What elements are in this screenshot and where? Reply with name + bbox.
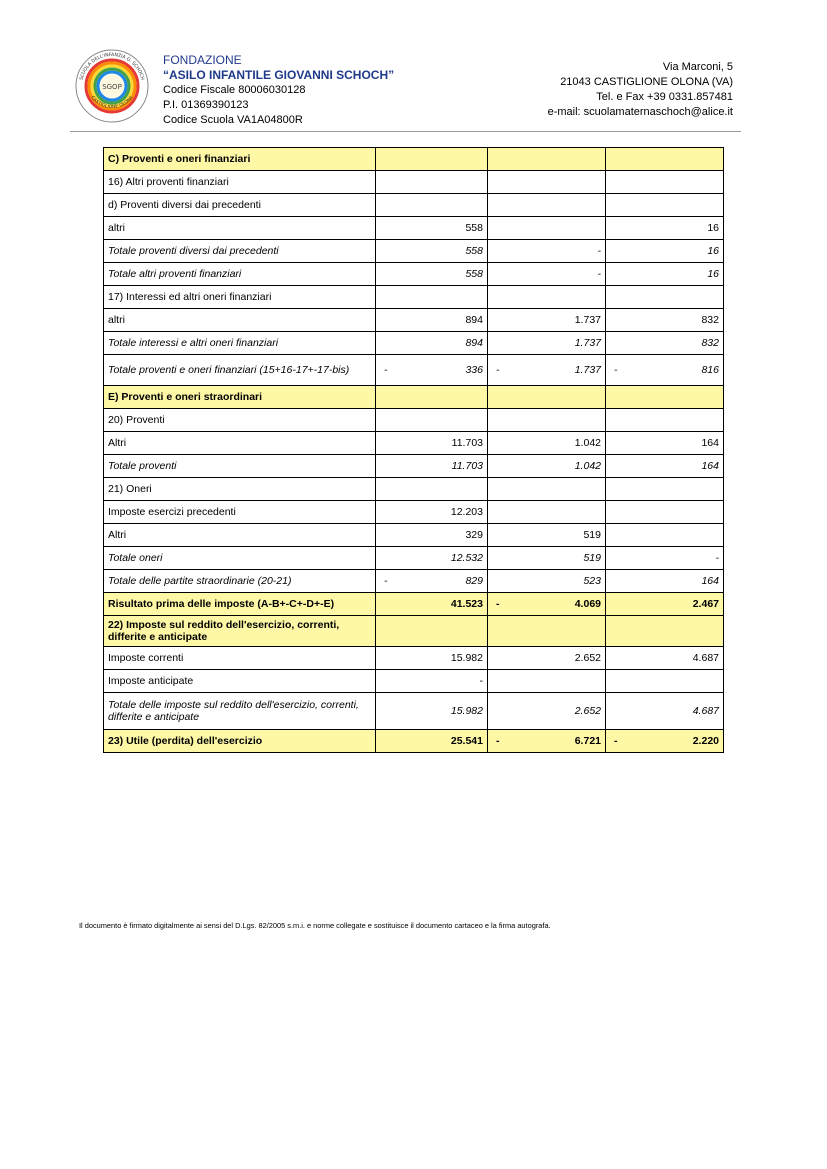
value-cell-col2 xyxy=(488,670,606,693)
value-cell-col3 xyxy=(606,309,724,332)
cell-value: - xyxy=(479,675,483,687)
cell-value: 829 xyxy=(465,575,483,587)
row-label: Totale proventi xyxy=(104,455,376,478)
address-block xyxy=(548,60,733,120)
cell-value: 523 xyxy=(583,575,601,587)
cell-value: 1.737 xyxy=(574,364,601,376)
negative-sign: - xyxy=(614,364,618,376)
school-logo xyxy=(74,48,150,124)
cell-value: - xyxy=(597,245,601,257)
cell-value: 11.703 xyxy=(451,437,483,449)
row-label: Totale proventi e oneri finanziari (15+16-17+-17-bis) xyxy=(104,355,376,386)
row-label: 20) Proventi xyxy=(104,409,376,432)
table-row xyxy=(104,355,724,386)
email-address: e-mail: scuolamaternaschoch@alice.it xyxy=(547,106,733,118)
value-cell-col3 xyxy=(606,240,724,263)
value-cell-col3 xyxy=(606,547,724,570)
value-cell-col2 xyxy=(488,593,606,616)
cell-value: 519 xyxy=(583,529,601,541)
value-cell-col1 xyxy=(376,570,488,593)
cell-value: 1.042 xyxy=(574,460,601,472)
rainbow-seal-icon xyxy=(74,48,150,124)
cell-value: 832 xyxy=(701,337,719,349)
cell-value: 15.982 xyxy=(450,705,483,717)
table-row xyxy=(104,593,724,616)
value-cell-col2 xyxy=(488,194,606,217)
cell-value: 2.652 xyxy=(574,652,601,664)
value-cell-col3 xyxy=(606,386,724,409)
row-label: Risultato prima delle imposte (A-B+-C+-D+-E) xyxy=(104,593,376,616)
org-type: FONDAZIONE xyxy=(163,53,242,67)
value-cell-col3 xyxy=(606,593,724,616)
value-cell-col2 xyxy=(488,355,606,386)
value-cell-col2 xyxy=(488,217,606,240)
table-row xyxy=(104,730,724,753)
negative-sign: - xyxy=(614,735,618,747)
table-row xyxy=(104,647,724,670)
value-cell-col2 xyxy=(488,570,606,593)
table-row xyxy=(104,570,724,593)
table-row xyxy=(104,148,724,171)
table-row xyxy=(104,263,724,286)
value-cell-col2 xyxy=(488,730,606,753)
codice-fiscale: Codice Fiscale 80006030128 xyxy=(163,84,306,96)
row-label: altri xyxy=(104,217,376,240)
header-divider xyxy=(70,131,741,132)
value-cell-col2 xyxy=(488,286,606,309)
negative-sign: - xyxy=(384,575,388,587)
negative-sign: - xyxy=(496,735,500,747)
organization-block xyxy=(163,53,394,128)
table-body xyxy=(104,148,724,753)
cell-value: 558 xyxy=(465,245,483,257)
row-label: Totale interessi e altri oneri finanziari xyxy=(104,332,376,355)
value-cell-col1 xyxy=(376,194,488,217)
row-label: 21) Oneri xyxy=(104,478,376,501)
cell-value: 4.687 xyxy=(692,652,719,664)
value-cell-col3 xyxy=(606,263,724,286)
row-label: Totale altri proventi finanziari xyxy=(104,263,376,286)
table-row xyxy=(104,171,724,194)
cell-value: 2.652 xyxy=(574,705,601,717)
value-cell-col1 xyxy=(376,263,488,286)
table-row xyxy=(104,478,724,501)
table-row xyxy=(104,309,724,332)
cell-value: 6.721 xyxy=(574,735,601,747)
cell-value: 832 xyxy=(701,314,719,326)
table-row xyxy=(104,616,724,647)
table-row xyxy=(104,524,724,547)
row-label: 22) Imposte sul reddito dell'esercizio, correnti, differite e anticipate xyxy=(104,616,376,647)
value-cell-col2 xyxy=(488,524,606,547)
value-cell-col2 xyxy=(488,309,606,332)
phone-fax: Tel. e Fax +39 0331.857481 xyxy=(596,91,733,103)
row-label: Totale oneri xyxy=(104,547,376,570)
row-label: d) Proventi diversi dai precedenti xyxy=(104,194,376,217)
digital-signature-note: Il documento è firmato digitalmente ai sensi del D.Lgs. 82/2005 s.m.i. e norme collegate e sostituisce il documento cartaceo e la firma autografa. xyxy=(79,921,551,930)
city-address: 21043 CASTIGLIONE OLONA (VA) xyxy=(560,76,733,88)
value-cell-col3 xyxy=(606,432,724,455)
value-cell-col3 xyxy=(606,355,724,386)
row-label: Altri xyxy=(104,432,376,455)
value-cell-col1 xyxy=(376,670,488,693)
value-cell-col1 xyxy=(376,547,488,570)
value-cell-col2 xyxy=(488,647,606,670)
cell-value: 1.042 xyxy=(574,437,601,449)
value-cell-col1 xyxy=(376,647,488,670)
value-cell-col1 xyxy=(376,730,488,753)
row-label: 23) Utile (perdita) dell'esercizio xyxy=(104,730,376,753)
partita-iva: P.I. 01369390123 xyxy=(163,99,249,111)
value-cell-col3 xyxy=(606,730,724,753)
row-label: Imposte esercizi precedenti xyxy=(104,501,376,524)
value-cell-col2 xyxy=(488,478,606,501)
value-cell-col1 xyxy=(376,524,488,547)
value-cell-col3 xyxy=(606,171,724,194)
cell-value: 1.737 xyxy=(574,314,601,326)
table-row xyxy=(104,501,724,524)
table-row xyxy=(104,386,724,409)
row-label: 16) Altri proventi finanziari xyxy=(104,171,376,194)
value-cell-col3 xyxy=(606,693,724,730)
value-cell-col1 xyxy=(376,171,488,194)
cell-value: 12.532 xyxy=(450,552,483,564)
value-cell-col3 xyxy=(606,332,724,355)
value-cell-col3 xyxy=(606,501,724,524)
table-row xyxy=(104,432,724,455)
negative-sign: - xyxy=(384,364,388,376)
value-cell-col3 xyxy=(606,217,724,240)
value-cell-col1 xyxy=(376,332,488,355)
value-cell-col1 xyxy=(376,693,488,730)
value-cell-col1 xyxy=(376,501,488,524)
value-cell-col1 xyxy=(376,478,488,501)
logo-ring-text-bottom: CASTIGLIONE OLONA xyxy=(89,95,135,111)
cell-value: - xyxy=(715,552,719,564)
cell-value: 816 xyxy=(701,364,719,376)
value-cell-col2 xyxy=(488,171,606,194)
value-cell-col1 xyxy=(376,455,488,478)
value-cell-col1 xyxy=(376,616,488,647)
value-cell-col3 xyxy=(606,570,724,593)
value-cell-col3 xyxy=(606,409,724,432)
table-row xyxy=(104,693,724,730)
cell-value: 894 xyxy=(465,314,483,326)
table-row xyxy=(104,194,724,217)
cell-value: 1.737 xyxy=(574,337,601,349)
cell-value: 4.069 xyxy=(574,598,601,610)
value-cell-col1 xyxy=(376,432,488,455)
value-cell-col1 xyxy=(376,409,488,432)
cell-value: 25.541 xyxy=(450,735,483,747)
value-cell-col1 xyxy=(376,593,488,616)
cell-value: 2.467 xyxy=(692,598,719,610)
cell-value: 558 xyxy=(465,222,483,234)
row-label: Totale delle partite straordinarie (20-21) xyxy=(104,570,376,593)
cell-value: 16 xyxy=(707,222,719,234)
cell-value: 41.523 xyxy=(450,598,483,610)
row-label: C) Proventi e oneri finanziari xyxy=(104,148,376,171)
table-row xyxy=(104,217,724,240)
value-cell-col2 xyxy=(488,409,606,432)
negative-sign: - xyxy=(496,598,500,610)
cell-value: 15.982 xyxy=(450,652,483,664)
logo-center-text: SGOP xyxy=(102,83,122,91)
value-cell-col1 xyxy=(376,309,488,332)
negative-sign: - xyxy=(496,364,500,376)
value-cell-col1 xyxy=(376,386,488,409)
value-cell-col3 xyxy=(606,670,724,693)
value-cell-col2 xyxy=(488,332,606,355)
value-cell-col3 xyxy=(606,286,724,309)
value-cell-col2 xyxy=(488,263,606,286)
value-cell-col2 xyxy=(488,432,606,455)
cell-value: - xyxy=(597,268,601,280)
value-cell-col2 xyxy=(488,693,606,730)
value-cell-col2 xyxy=(488,501,606,524)
table-row xyxy=(104,547,724,570)
org-name: “ASILO INFANTILE GIOVANNI SCHOCH” xyxy=(163,68,395,82)
value-cell-col2 xyxy=(488,616,606,647)
value-cell-col3 xyxy=(606,478,724,501)
value-cell-col3 xyxy=(606,524,724,547)
value-cell-col2 xyxy=(488,547,606,570)
cell-value: 336 xyxy=(465,364,483,376)
cell-value: 16 xyxy=(707,245,719,257)
cell-value: 519 xyxy=(583,552,601,564)
value-cell-col2 xyxy=(488,148,606,171)
table-row xyxy=(104,455,724,478)
street-address: Via Marconi, 5 xyxy=(662,61,733,73)
value-cell-col3 xyxy=(606,148,724,171)
cell-value: 894 xyxy=(465,337,483,349)
cell-value: 329 xyxy=(465,529,483,541)
row-label: 17) Interessi ed altri oneri finanziari xyxy=(104,286,376,309)
table-row xyxy=(104,240,724,263)
row-label: Imposte anticipate xyxy=(104,670,376,693)
cell-value: 11.703 xyxy=(451,460,483,472)
value-cell-col1 xyxy=(376,148,488,171)
value-cell-col3 xyxy=(606,647,724,670)
cell-value: 164 xyxy=(701,460,719,472)
value-cell-col1 xyxy=(376,286,488,309)
row-label: Altri xyxy=(104,524,376,547)
table-row xyxy=(104,332,724,355)
table-row xyxy=(104,670,724,693)
cell-value: 164 xyxy=(701,575,719,587)
value-cell-col3 xyxy=(606,616,724,647)
row-label: altri xyxy=(104,309,376,332)
table-row xyxy=(104,286,724,309)
value-cell-col1 xyxy=(376,355,488,386)
table-row xyxy=(104,409,724,432)
value-cell-col2 xyxy=(488,240,606,263)
row-label: E) Proventi e oneri straordinari xyxy=(104,386,376,409)
row-label: Totale proventi diversi dai precedenti xyxy=(104,240,376,263)
value-cell-col1 xyxy=(376,240,488,263)
row-label: Imposte correnti xyxy=(104,647,376,670)
income-statement-table xyxy=(103,147,724,753)
cell-value: 2.220 xyxy=(692,735,719,747)
codice-scuola: Codice Scuola VA1A04800R xyxy=(163,114,303,126)
value-cell-col3 xyxy=(606,194,724,217)
cell-value: 16 xyxy=(707,268,719,280)
value-cell-col3 xyxy=(606,455,724,478)
value-cell-col2 xyxy=(488,386,606,409)
cell-value: 12.203 xyxy=(450,506,483,518)
cell-value: 164 xyxy=(701,437,719,449)
value-cell-col1 xyxy=(376,217,488,240)
cell-value: 4.687 xyxy=(692,705,719,717)
value-cell-col2 xyxy=(488,455,606,478)
cell-value: 558 xyxy=(465,268,483,280)
row-label: Totale delle imposte sul reddito dell'esercizio, correnti, differite e anticipate xyxy=(104,693,376,730)
logo-ring-text-top: SCUOLA DELL'INFANZIA G. SCHOCH xyxy=(79,52,145,81)
